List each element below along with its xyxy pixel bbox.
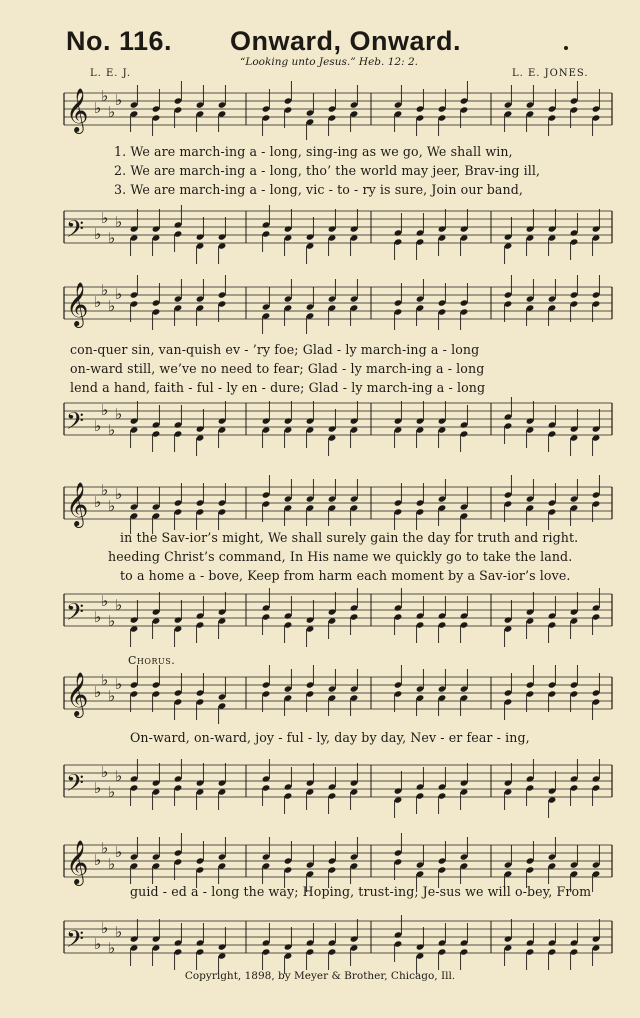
flat-sign: ♭	[115, 485, 123, 503]
verse-2-line: on-ward still, we’ve no need to fear; Glad - ly march-ing a - long	[70, 361, 485, 376]
flat-sign: ♭	[115, 675, 123, 693]
treble-clef: 𝄞	[66, 282, 89, 326]
flat-sign: ♭	[101, 671, 109, 689]
music-system-1	[64, 88, 612, 253]
chorus-label: Chorus.	[128, 654, 176, 667]
words-author: L. E. J.	[90, 68, 132, 79]
treble-staff	[64, 672, 612, 722]
bass-clef: 𝄢	[66, 598, 85, 631]
flat-sign: ♭	[94, 779, 102, 797]
hymn-title: Onward, Onward.	[230, 26, 462, 56]
verse-1-line: 1. We are march-ing a - long, sing-ing as we go, We shall win,	[114, 144, 513, 159]
verse-2-line: heeding Christ’s command, In His name we quickly go to take the land.	[108, 549, 573, 564]
flat-sign: ♭	[101, 481, 109, 499]
chorus-line: On-ward, on-ward, joy - ful - ly, day by day, Nev - er fear - ing,	[130, 730, 530, 745]
flat-sign: ♭	[115, 213, 123, 231]
hymn-number: No. 116.	[66, 26, 173, 56]
treble-staff	[64, 88, 612, 138]
flat-sign: ♭	[101, 839, 109, 857]
scripture-reference: “Looking unto Jesus.” Heb. 12: 2.	[240, 56, 418, 68]
verse-1-line: con-quer sin, van-quish ev - ’ry foe; Glad - ly march-ing a - long	[70, 342, 480, 357]
bass-staff	[64, 916, 612, 966]
music-system-5	[64, 840, 612, 970]
flat-sign: ♭	[108, 297, 116, 315]
bass-clef: 𝄢	[66, 925, 85, 958]
ink-dot	[564, 46, 568, 50]
music-composer: L. E. JONES.	[512, 68, 589, 79]
flat-sign: ♭	[108, 687, 116, 705]
treble-clef: 𝄞	[66, 482, 89, 526]
flat-sign: ♭	[108, 103, 116, 121]
flat-sign: ♭	[101, 209, 109, 227]
copyright-notice: Copyright, 1898, by Meyer & Brother, Chicago, Ill.	[184, 970, 456, 982]
flat-sign: ♭	[108, 497, 116, 515]
flat-sign: ♭	[108, 855, 116, 873]
treble-clef: 𝄞	[66, 88, 89, 132]
music-system-2	[64, 282, 612, 447]
flat-sign: ♭	[101, 87, 109, 105]
flat-sign: ♭	[115, 285, 123, 303]
flat-sign: ♭	[101, 401, 109, 419]
treble-staff	[64, 840, 612, 890]
verse-3-line: to a home a - bove, Keep from harm each moment by a Sav-ior’s love.	[120, 568, 571, 583]
flat-sign: ♭	[101, 281, 109, 299]
bass-staff	[64, 760, 612, 810]
flat-sign: ♭	[101, 592, 109, 610]
flat-sign: ♭	[115, 843, 123, 861]
bass-staff	[64, 398, 612, 448]
flat-sign: ♭	[94, 493, 102, 511]
bass-clef: 𝄢	[66, 215, 85, 248]
flat-sign: ♭	[108, 939, 116, 957]
flat-sign: ♭	[108, 612, 116, 630]
verse-1-line: in the Sav-ior’s might, We shall surely gain the day for truth and right.	[120, 530, 579, 545]
treble-staff	[64, 282, 612, 332]
bass-staff	[64, 589, 612, 639]
flat-sign: ♭	[94, 225, 102, 243]
flat-sign: ♭	[94, 683, 102, 701]
flat-sign: ♭	[115, 923, 123, 941]
flat-sign: ♭	[94, 293, 102, 311]
verse-2-line: 2. We are march-ing a - long, tho’ the world may jeer, Brav-ing ill,	[114, 163, 541, 178]
flat-sign: ♭	[115, 405, 123, 423]
treble-clef: 𝄞	[66, 840, 89, 884]
bass-clef: 𝄢	[66, 407, 85, 440]
flat-sign: ♭	[94, 851, 102, 869]
flat-sign: ♭	[94, 608, 102, 626]
bass-staff	[64, 206, 612, 256]
flat-sign: ♭	[94, 417, 102, 435]
flat-sign: ♭	[115, 767, 123, 785]
flat-sign: ♭	[94, 935, 102, 953]
verse-3-line: 3. We are march-ing a - long, vic - to - ry is sure, Join our band,	[114, 182, 524, 197]
treble-staff	[64, 482, 612, 532]
bass-clef: 𝄢	[66, 769, 85, 802]
chorus-line: guid - ed a - long the way; Hoping, trust-ing, Je-sus we will o-bey, From	[130, 884, 592, 899]
flat-sign: ♭	[115, 91, 123, 109]
flat-sign: ♭	[108, 229, 116, 247]
verse-3-line: lend a hand, faith - ful - ly en - dure; Glad - ly march-ing a - long	[70, 380, 486, 395]
flat-sign: ♭	[108, 783, 116, 801]
flat-sign: ♭	[101, 763, 109, 781]
music-system-4	[64, 672, 612, 812]
flat-sign: ♭	[108, 421, 116, 439]
music-system-3	[64, 482, 612, 647]
flat-sign: ♭	[115, 596, 123, 614]
flat-sign: ♭	[101, 919, 109, 937]
treble-clef: 𝄞	[66, 672, 89, 716]
flat-sign: ♭	[94, 99, 102, 117]
